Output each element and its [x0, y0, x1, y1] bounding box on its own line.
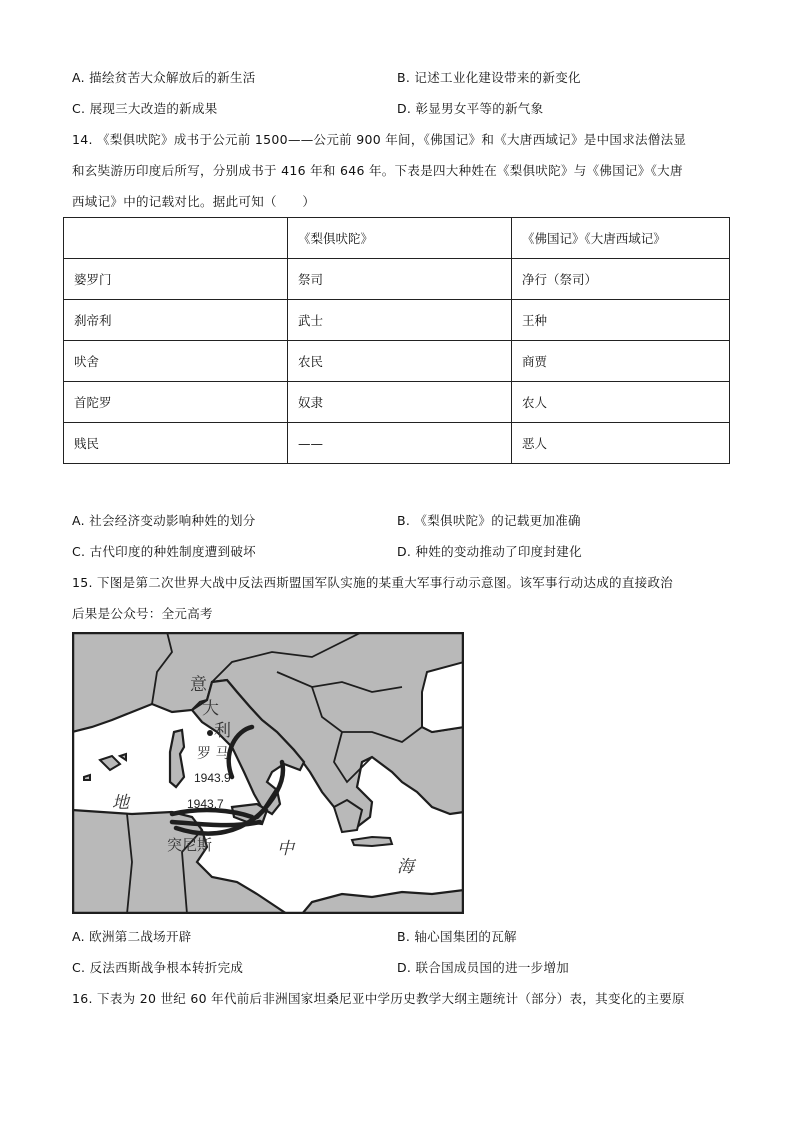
table-row: [64, 300, 730, 341]
label-sea-1: 地: [112, 793, 129, 813]
table-cell: ——: [288, 423, 512, 464]
table-cell: 净行（祭司）: [512, 259, 730, 300]
label-rome: 罗 马: [197, 746, 230, 762]
table-cell: 武士: [288, 300, 512, 341]
table-header-cell: 《梨俱吠陀》: [288, 218, 512, 259]
table-cell: 农民: [288, 341, 512, 382]
mediterranean-campaign-map: [72, 632, 464, 914]
q14-option-b[interactable]: B. 《梨俱吠陀》的记载更加准确: [397, 513, 581, 528]
q14-option-d[interactable]: D. 种姓的变动推动了印度封建化: [397, 544, 582, 559]
table-header-row: [64, 218, 730, 259]
table-cell: 恶人: [512, 423, 730, 464]
table-row: [64, 259, 730, 300]
table-cell: 商贾: [512, 341, 730, 382]
q13-option-c[interactable]: C. 展现三大改造的新成果: [72, 101, 218, 116]
q14-stem-line-3: 西域记》中的记载对比。据此可知（ ）: [72, 194, 316, 209]
crete: [352, 837, 392, 846]
table-cell: 农人: [512, 382, 730, 423]
rome-marker: [207, 730, 213, 736]
label-italy-3: 利: [214, 721, 231, 741]
q15-option-d[interactable]: D. 联合国成员国的进一步增加: [397, 960, 570, 975]
q15-stem-line-2: 后果是公众号：全元高考: [72, 606, 213, 621]
label-tunis: 突尼斯: [167, 836, 213, 854]
q13-option-a[interactable]: A. 描绘贫苦大众解放后的新生活: [72, 70, 256, 85]
table-cell: 刹帝利: [64, 300, 288, 341]
q13-option-b[interactable]: B. 记述工业化建设带来的新变化: [397, 70, 581, 85]
table-row: [64, 423, 730, 464]
label-italy-2: 大: [202, 699, 219, 719]
label-date-1943-9: 1943.9: [194, 771, 231, 785]
q16-stem-line-1: 16. 下表为 20 世纪 60 年代前后非洲国家坦桑尼亚中学历史教学大纲主题统计（部分）表，其变化的主要原: [72, 991, 685, 1006]
label-date-1943-7: 1943.7: [187, 797, 224, 811]
map-svg: [72, 632, 464, 914]
label-italy-1: 意: [190, 675, 207, 695]
table-header-cell: [64, 218, 288, 259]
table-header-cell: 《佛国记》《大唐西域记》: [512, 218, 730, 259]
q13-option-d[interactable]: D. 彰显男女平等的新气象: [397, 101, 544, 116]
label-sea-3: 海: [397, 857, 414, 877]
q15-option-b[interactable]: B. 轴心国集团的瓦解: [397, 929, 517, 944]
q14-stem-line-2: 和玄奘游历印度后所写，分别成书于 416 年和 646 年。下表是四大种姓在《梨俱吠陀》与《佛国记》《大唐: [72, 163, 683, 178]
table-cell: 贱民: [64, 423, 288, 464]
q14-option-a[interactable]: A. 社会经济变动影响种姓的划分: [72, 513, 256, 528]
anatolia: [422, 662, 464, 732]
table-cell: 祭司: [288, 259, 512, 300]
table-cell: 首陀罗: [64, 382, 288, 423]
table-cell: 王种: [512, 300, 730, 341]
table-cell: 吠舍: [64, 341, 288, 382]
table-row: [64, 382, 730, 423]
table-row: [64, 341, 730, 382]
caste-comparison-table: [63, 217, 730, 464]
label-sea-2: 中: [277, 839, 294, 859]
table-cell: 婆罗门: [64, 259, 288, 300]
q15-stem-line-1: 15. 下图是第二次世界大战中反法西斯盟国军队实施的某重大军事行动示意图。该军事行动达成的直接政治: [72, 575, 674, 590]
table-cell: 奴隶: [288, 382, 512, 423]
q14-option-c[interactable]: C. 古代印度的种姓制度遭到破坏: [72, 544, 256, 559]
q15-option-a[interactable]: A. 欧洲第二战场开辟: [72, 929, 192, 944]
q15-option-c[interactable]: C. 反法西斯战争根本转折完成: [72, 960, 244, 975]
q14-stem-line-1: 14. 《梨俱吠陀》成书于公元前 1500——公元前 900 年间，《佛国记》和《大唐西域记》是中国求法僧法显: [72, 132, 687, 147]
